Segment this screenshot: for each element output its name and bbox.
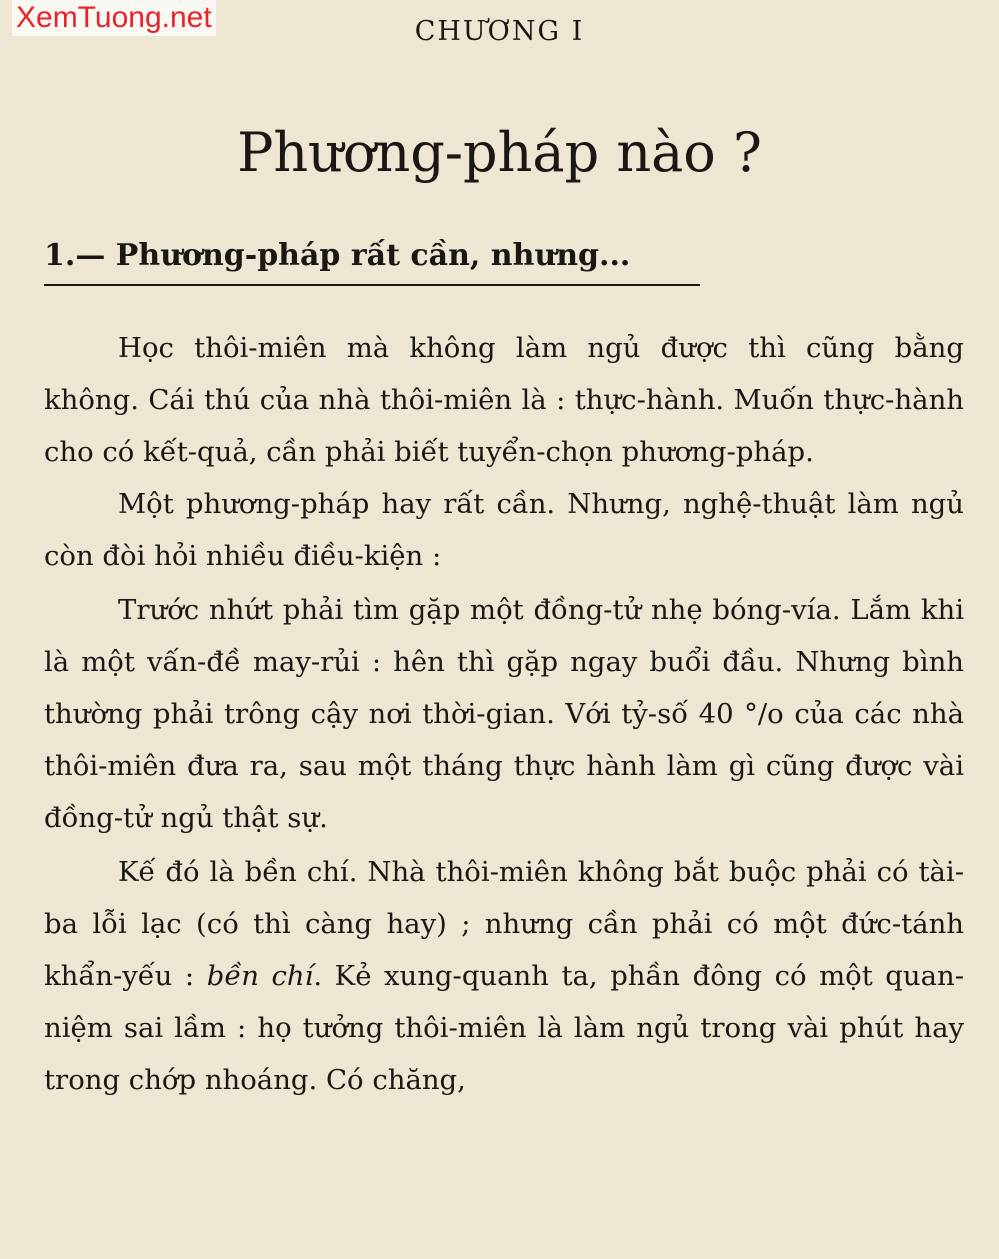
paragraph-4-text-b: . Kẻ xung-quanh ta, phần đông có một quan-niệm sai lầm : họ tưởng thôi-miên là làm ngủ trong vài phút hay trong chớp nhoáng. Có chăng, <box>44 960 964 1096</box>
section-heading: 1.— Phương-pháp rất cần, nhưng... <box>44 238 631 273</box>
paragraph-4 <box>44 846 964 1106</box>
emphasis-ben-chi: bền chí <box>206 960 314 992</box>
section-underline <box>44 284 700 286</box>
chapter-title: Phương-pháp nào ? <box>237 121 762 184</box>
paragraph-2: Một phương-pháp hay rất cần. Nhưng, nghệ-thuật làm ngủ còn đòi hỏi nhiều điều-kiện : <box>44 488 964 572</box>
body-text <box>44 322 964 1108</box>
paragraph-1: Học thôi-miên mà không làm ngủ được thì cũng bằng không. Cái thú của nhà thôi-miên là : thực-hành. Muốn thực-hành cho có kết-quả, cần phải biết tuyển-chọn phương-pháp. <box>44 332 964 468</box>
paragraph-3: Trước nhứt phải tìm gặp một đồng-tử nhẹ bóng-vía. Lắm khi là một vấn-đề may-rủi : hên thì gặp ngay buổi đầu. Nhưng bình thường phải trông cậy nơi thời-gian. Với tỷ-số 40 °/o của các nhà thôi-miên đưa ra, sau một tháng thực hành làm gì cũng được vài đồng-tử ngủ thật sự. <box>44 594 964 834</box>
site-watermark: XemTuong.net <box>12 0 216 36</box>
chapter-heading: CHƯƠNG I <box>414 16 585 47</box>
paragraph-4-text-a: Kế đó là bền chí. Nhà thôi-miên không bắt buộc phải có tài-ba lỗi lạc (có thì càng hay) ; nhưng cần phải có một đức-tánh khẩn-yếu : <box>44 856 964 992</box>
